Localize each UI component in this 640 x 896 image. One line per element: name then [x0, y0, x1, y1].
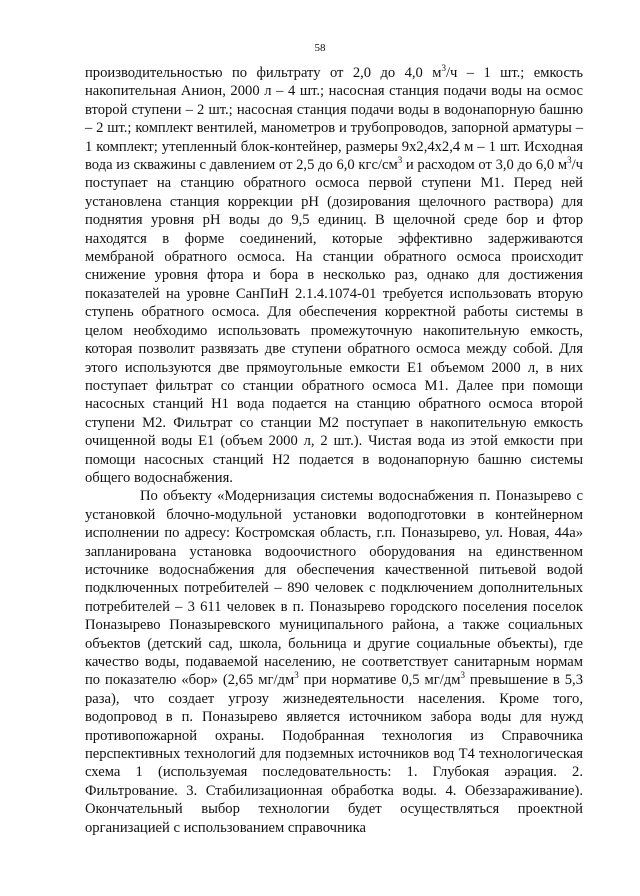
superscript: 3: [397, 155, 403, 166]
page-number: 58: [314, 42, 326, 54]
paragraph-ponazyrevo-project: [85, 487, 583, 837]
paragraph-equipment-list: [85, 64, 583, 487]
paragraph-text: и расходом от 3,0 до 6,0 м: [402, 157, 568, 174]
paragraph-text: По объекту «Модернизация системы водоснабжения п. Поназырево с установкой блочно-модульной установки водоподготовки в контейнерном исполнении по адресу: Костромская область, г.п. Поназырево, ул. Новая, 44а» запланирована установка водоочистного оборудования на единственном источнике водоснабжения для обеспечения качественной питьевой водой подключенных потребителей – 890 человек с подключением дополнительных потребителей – 3 611 человек в п. Поназырево городского поселения поселок Поназырево Поназыревского муниципального района, а также социальных объектов (детский сад, школа, больница и другие социальные объекты), где качество воды, подаваемой населению, не соответствует санитарным нормам по показателю «бор» (2,65 мг/дм: [85, 488, 583, 689]
superscript: 3: [294, 670, 299, 681]
paragraph-text: /ч – 1 шт.; емкость накопительная Анион, 2000 л – 4 шт.; насосная станция подачи воды на осмос второй ступени – 2 шт.; насосная станция подачи воды в водонапорную башню – 2 шт.; комплект вентилей, манометров и трубопроводов, запорной арматуры – 1 комплект; утепленный блок-контейнер, размеры 9х2,4х2,4 м – 1 шт. Исходная вода из скважины с давлением от 2,5 до 6,0 кгс/см: [85, 65, 583, 174]
paragraph-text: /ч поступает на станцию обратного осмоса первой ступени М1. Перед ней установлена станция коррекции рН (дозирования щелочного раствора) для поднятия уровня рН воды до 9,5 единиц. В щелочной среде бор и фтор находятся в форме соединений, которые эффективно задерживаются мембраной обратного осмоса. На станции обратного осмоса происходит снижение уровня фтора и бора в несколько раз, однако для достижения показателей на уровне СанПиН 2.1.4.1074-01 требуется использовать вторую ступень обратного осмоса. Для обеспечения корректной работы системы в целом необходимо использовать промежуточную накопительную емкость, которая позволит развязать две ступени обратного осмоса между собой. Для этого используются две прямоугольные емкости Е1 объемом 2000 л, в них поступает фильтрат со станции обратного осмоса М1. Далее при помощи насосных станций Н1 вода подается на станцию обратного осмоса второй ступени М2. Фильтрат со станции М2 поступает в накопительную емкость очищенной воды Е1 (объем 2000 л, 2 шт.). Чистая вода из этой емкости при помощи насосных станций Н2 подается в водонапорную башню системы общего водоснабжения.: [85, 157, 583, 486]
superscript: 3: [460, 670, 465, 681]
paragraph-text: производительностью по фильтрату от 2,0 до 4,0 м: [85, 65, 442, 81]
paragraph-text: превышение в 5,3 раза), что создает угрозу жизнедеятельности населения. Кроме того, водопровод в п. Поназырево является источником забора воды для нужд противопожарной охраны. Подобранная технология из Справочника перспективных технологий для подземных источников вод Т4 технологическая схема 1 (используемая последовательность: 1. Глубокая аэрация. 2. Фильтрование. 3. Стабилизационная обработка воды. 4. Обеззараживание). Окончательный выбор технологии будет осуществляться проектной организацией с использованием справочника: [85, 672, 584, 836]
document-body: [85, 64, 583, 837]
superscript: 3: [567, 155, 572, 166]
superscript: 3: [441, 63, 446, 74]
paragraph-text: при нормативе 0,5 мг/дм: [298, 672, 461, 689]
